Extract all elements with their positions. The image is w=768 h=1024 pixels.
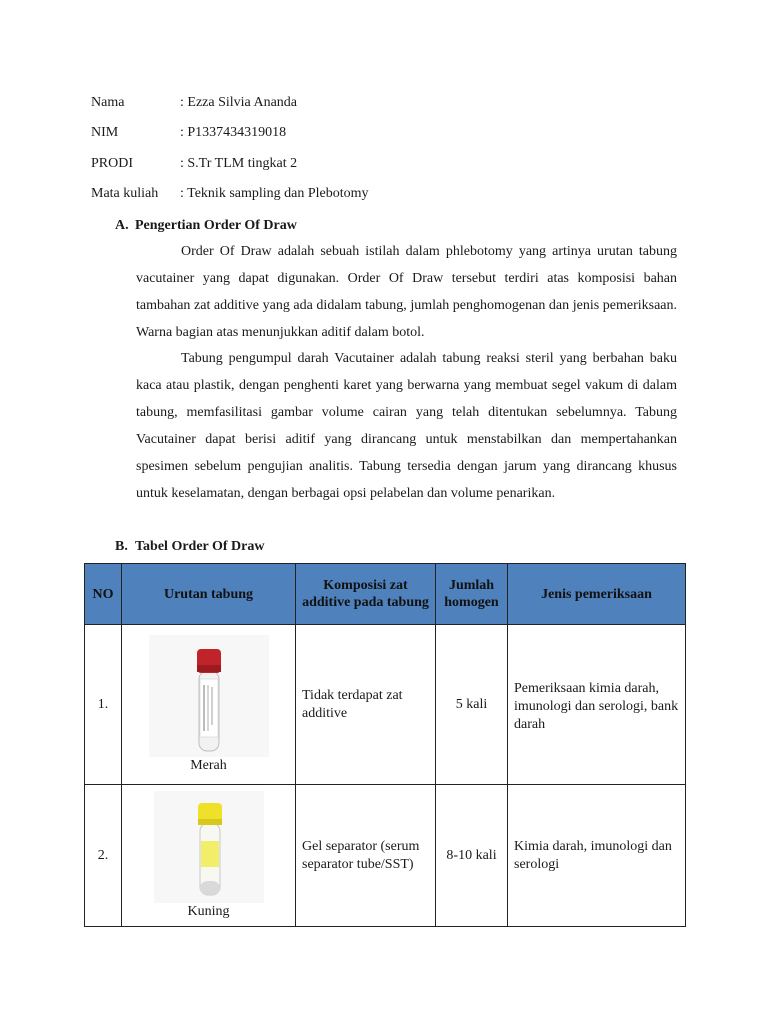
section-b-heading	[115, 537, 265, 557]
info-value: : P1337434319018	[180, 125, 287, 140]
exam-cell: Kimia darah, imunologi dan serologi	[508, 785, 686, 927]
header-no: NO	[85, 564, 122, 625]
row-number: 2.	[85, 785, 122, 927]
info-label: NIM	[91, 125, 119, 140]
section-title: Tabel Order Of Draw	[135, 539, 265, 554]
tube-cell	[122, 785, 296, 927]
table-row	[85, 785, 686, 927]
info-label: Mata kuliah	[91, 186, 159, 201]
header-composition: Komposisi zat additive pada tabung	[296, 564, 436, 625]
composition-cell: Tidak terdapat zat additive	[296, 625, 436, 785]
info-value: : Ezza Silvia Ananda	[180, 95, 298, 110]
section-title: Pengertian Order Of Draw	[135, 218, 297, 233]
red-tube-image	[149, 635, 269, 757]
info-value: : Teknik sampling dan Plebotomy	[180, 186, 369, 201]
section-letter: A.	[115, 218, 129, 233]
section-a-heading	[115, 216, 297, 236]
composition-cell: Gel separator (serum separator tube/SST)	[296, 785, 436, 927]
row-number: 1.	[85, 625, 122, 785]
info-label: PRODI	[91, 156, 134, 171]
yellow-tube-image	[154, 791, 264, 903]
table-row	[85, 625, 686, 785]
exam-cell: Pemeriksaan kimia darah, imunologi dan serologi, bank darah	[508, 625, 686, 785]
header-homogen: Jumlah homogen	[436, 564, 508, 625]
tube-name: Merah	[190, 757, 227, 773]
order-of-draw-table	[84, 563, 686, 927]
info-label: Nama	[91, 95, 125, 110]
homogen-cell: 8-10 kali	[436, 785, 508, 927]
header-exam: Jenis pemeriksaan	[508, 564, 686, 625]
section-letter: B.	[115, 539, 128, 554]
header-tube: Urutan tabung	[122, 564, 296, 625]
paragraph-2: Tabung pengumpul darah Vacutainer adalah tabung reaksi steril yang berbahan baku kaca atau plastik, dengan penghenti karet yang berwarna yang membuat segel vakum di dalam tabung, memfasilitasi gambar volume cairan yang telah ditentukan sebelumnya. Tabung Vacutainer dapat berisi aditif yang dirancang untuk menstabilkan dan mempertahankan spesimen sebelum pengujian analitis. Tabung tersedia dengan jarum yang dirancang khusus untuk keselamatan, dengan berbagai opsi pelabelan dan volume penarikan.	[136, 351, 677, 501]
info-value: : S.Tr TLM tingkat 2	[180, 156, 298, 171]
paragraph-1: Order Of Draw adalah sebuah istilah dalam phlebotomy yang artinya urutan tabung vacutainer yang dapat digunakan. Order Of Draw tersebut terdiri atas komposisi bahan tambahan zat additive yang ada didalam tabung, jumlah penghomogenan dan jenis pemeriksaan. Warna bagian atas menunjukkan aditif dalam botol.	[136, 244, 677, 340]
tube-name: Kuning	[187, 903, 230, 919]
homogen-cell: 5 kali	[436, 625, 508, 785]
table-header-row	[85, 564, 686, 625]
tube-cell	[122, 625, 296, 785]
